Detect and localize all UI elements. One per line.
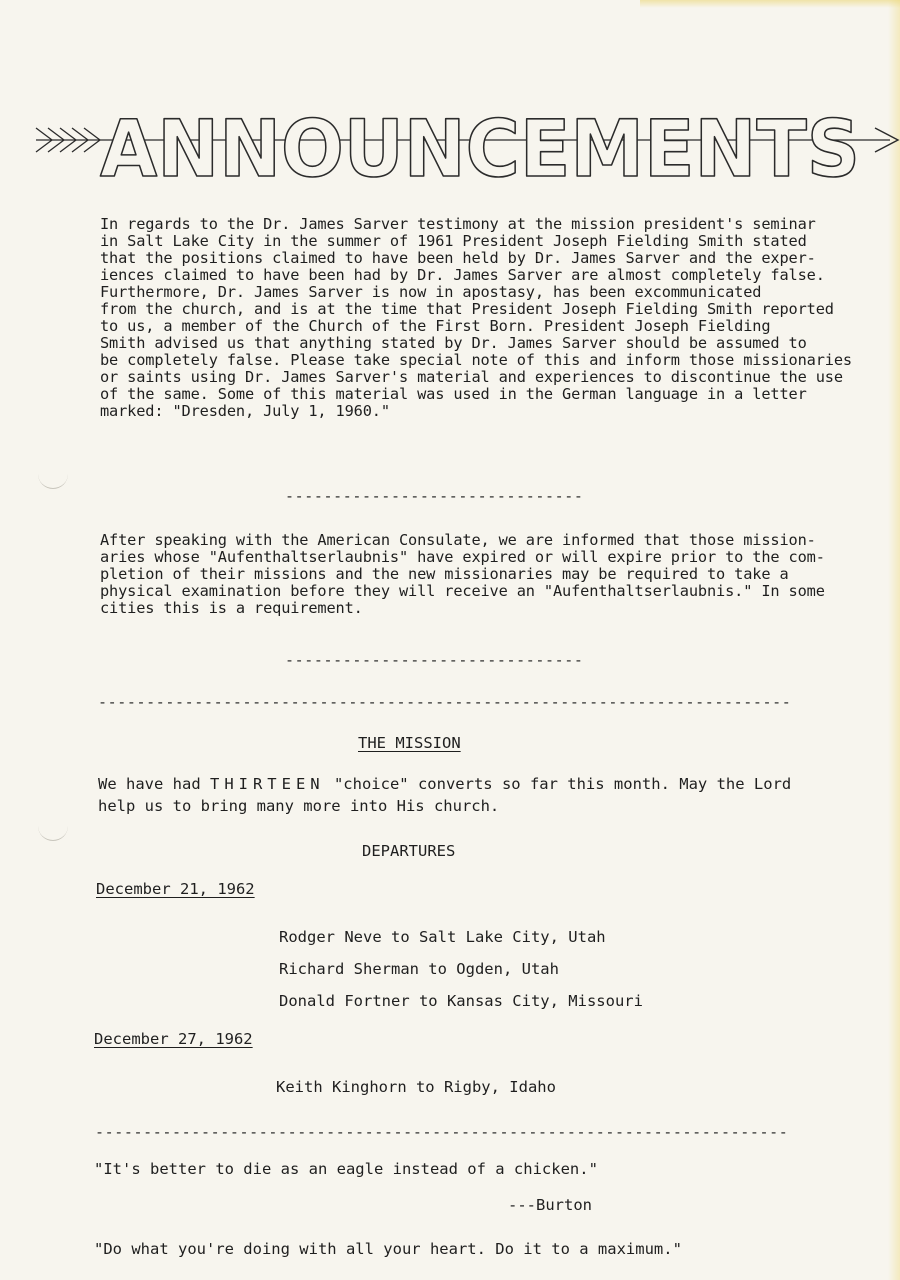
separator-rule: ------------------------------- xyxy=(285,652,584,669)
departure-entry: Keith Kinghorn to Rigby, Idaho xyxy=(276,1078,556,1096)
text-line: aries whose "Aufenthaltserlaubnis" have expired or will expire prior to the com- xyxy=(100,548,825,566)
separator-rule-long: ------------------------------------------------------------------------ xyxy=(95,1124,789,1141)
departures-heading: DEPARTURES xyxy=(362,842,456,860)
mission-text: "choice" converts so far this month. May the Lord xyxy=(324,775,792,793)
separator-rule-long: ------------------------------------------------------------------------ xyxy=(98,694,792,711)
text-line: be completely false. Please take special note of this and inform those missionaries xyxy=(100,351,852,369)
text-line: In regards to the Dr. James Sarver testimony at the mission president's seminar xyxy=(100,215,816,233)
departure-entry: Richard Sherman to Ogden, Utah xyxy=(279,960,559,978)
departure-entry: Donald Fortner to Kansas City, Missouri xyxy=(279,992,643,1010)
text-line: to us, a member of the Church of the First Born. President Joseph Fielding xyxy=(100,317,771,335)
text-line: After speaking with the American Consulate, we are informed that those mission- xyxy=(100,531,816,549)
mission-converts-line xyxy=(98,775,791,793)
punch-hole-mark xyxy=(38,820,68,841)
quote-text: "Do what you're doing with all your heart. Do it to a maximum." xyxy=(94,1240,682,1258)
text-line: of the same. Some of this material was used in the German language in a letter xyxy=(100,385,807,403)
banner-title: ANNOUNCEMENTS xyxy=(100,105,860,195)
converts-count: THIRTEEN xyxy=(209,775,325,793)
arrow-fletching-icon xyxy=(36,128,110,152)
punch-hole-mark xyxy=(38,468,68,489)
text-line: iences claimed to have been had by Dr. James Sarver are almost completely false. xyxy=(100,266,825,284)
arrow-banner-graphic xyxy=(30,78,900,198)
text-line: marked: "Dresden, July 1, 1960." xyxy=(100,402,390,420)
text-line: Smith advised us that anything stated by Dr. James Sarver should be assumed to xyxy=(100,334,807,352)
mission-text: We have had xyxy=(98,775,210,793)
departure-date: December 21, 1962 xyxy=(96,880,255,898)
text-line: from the church, and is at the time that President Joseph Fielding Smith reported xyxy=(100,300,834,318)
page-corner-stain xyxy=(640,0,900,8)
quote-attribution: ---Burton xyxy=(508,1196,592,1214)
departure-entry: Rodger Neve to Salt Lake City, Utah xyxy=(279,928,606,946)
text-line: Furthermore, Dr. James Sarver is now in apostasy, has been excommunicated xyxy=(100,283,762,301)
announcement-consulate xyxy=(100,532,900,617)
mission-prayer-line: help us to bring many more into His church. xyxy=(98,797,500,815)
quote-text: "It's better to die as an eagle instead of a chicken." xyxy=(94,1160,598,1178)
announcement-sarver xyxy=(100,216,900,420)
text-line: physical examination before they will receive an "Aufenthaltserlaubnis." In some xyxy=(100,582,825,600)
separator-rule: ------------------------------- xyxy=(285,488,584,505)
text-line: pletion of their missions and the new missionaries may be required to take a xyxy=(100,565,789,583)
text-line: cities this is a requirement. xyxy=(100,599,363,617)
text-line: in Salt Lake City in the summer of 1961 President Joseph Fielding Smith stated xyxy=(100,232,807,250)
mission-heading: THE MISSION xyxy=(358,734,461,752)
departure-date: December 27, 1962 xyxy=(94,1030,253,1048)
announcements-banner xyxy=(30,78,900,198)
text-line: that the positions claimed to have been held by Dr. James Sarver and the exper- xyxy=(100,249,816,267)
text-line: or saints using Dr. James Sarver's material and experiences to discontinue the use xyxy=(100,368,843,386)
